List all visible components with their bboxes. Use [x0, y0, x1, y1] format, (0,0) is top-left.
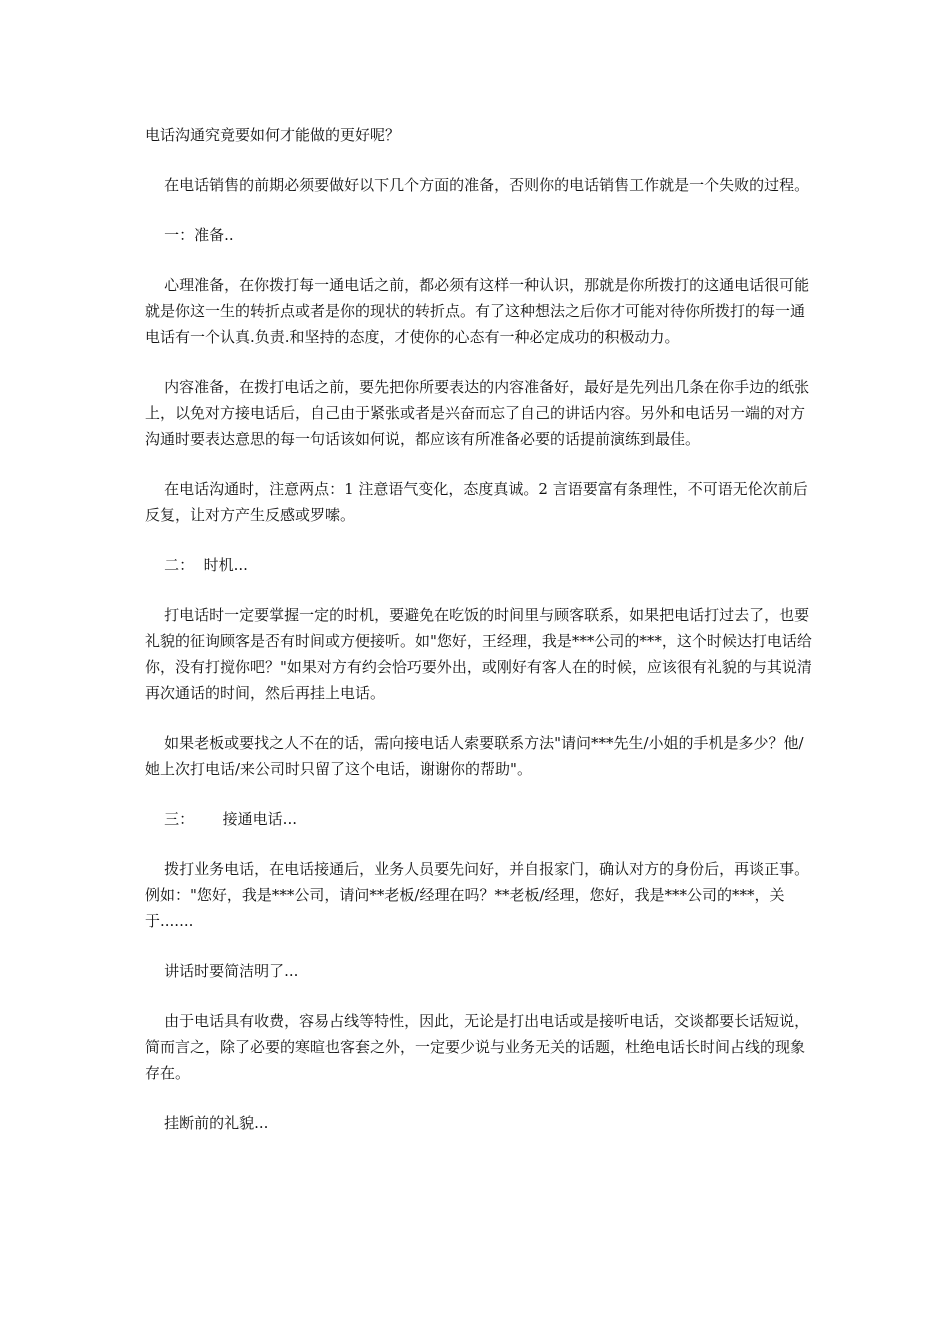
subheading-hangup-courtesy: 挂断前的礼貌...	[145, 1114, 269, 1132]
section-heading-preparation: 一：准备..	[145, 226, 234, 244]
document-title-question: 电话沟通究竟要如何才能做的更好呢？	[145, 126, 401, 144]
paragraph-communication-points: 在电话沟通时，注意两点：1 注意语气变化，态度真诚。2 言语要富有条理性，不可语无伦次前后反复，让对方产生反感或罗嗦。	[145, 480, 808, 524]
subheading-concise-speech: 讲话时要简洁明了...	[145, 962, 299, 980]
intro-paragraph: 在电话销售的前期必须要做好以下几个方面的准备，否则你的电话销售工作就是一个失败的过程。	[145, 176, 810, 194]
paragraph-mental-preparation: 心理准备，在你拨打每一通电话之前，都必须有这样一种认识，那就是你所拨打的这通电话很可能就是你这一生的转折点或者是你的现状的转折点。有了这种想法之后你才可能对待你所拨打的每一通电话有一个认真.负责.和坚持的态度，才使你的心态有一种必定成功的积极动力。	[145, 276, 810, 346]
paragraph-concise-speech: 由于电话具有收费，容易占线等特性，因此，无论是打出电话或是接听电话，交谈都要长话短说，简而言之，除了必要的寒暄也客套之外，一定要少说与业务无关的话题，杜绝电话长时间占线的现象存在。	[145, 1012, 810, 1082]
paragraph-timing: 打电话时一定要掌握一定的时机，要避免在吃饭的时间里与顾客联系，如果把电话打过去了，也要礼貌的征询顾客是否有时间或方便接听。如"您好，王经理，我是***公司的***，这个时候达打电话给你，没有打搅你吧？"如果对方有约会恰巧要外出，或刚好有客人在的时候，应该很有礼貌的与其说清再次通话的时间，然后再挂上电话。	[145, 606, 812, 702]
paragraph-connect-call: 拨打业务电话，在电话接通后，业务人员要先问好，并自报家门，确认对方的身份后，再谈正事。例如："您好，我是***公司，请问**老板/经理在吗？**老板/经理，您好，我是***公司的***，关于.......	[145, 860, 810, 930]
document-body	[145, 122, 817, 1160]
section-heading-connect-call: 三： 接通电话...	[145, 810, 297, 828]
paragraph-contact-method: 如果老板或要找之人不在的话，需向接电话人索要联系方法"请问***先生/小姐的手机是多少？他/她上次打电话/来公司时只留了这个电话，谢谢你的帮助"。	[145, 734, 804, 778]
paragraph-content-preparation: 内容准备，在拨打电话之前，要先把你所要表达的内容准备好，最好是先列出几条在你手边的纸张上，以免对方接电话后，自己由于紧张或者是兴奋而忘了自己的讲话内容。另外和电话另一端的对方沟通时要表达意思的每一句话该如何说，都应该有所准备必要的话提前演练到最佳。	[145, 378, 810, 448]
section-heading-timing: 二： 时机...	[145, 556, 248, 574]
